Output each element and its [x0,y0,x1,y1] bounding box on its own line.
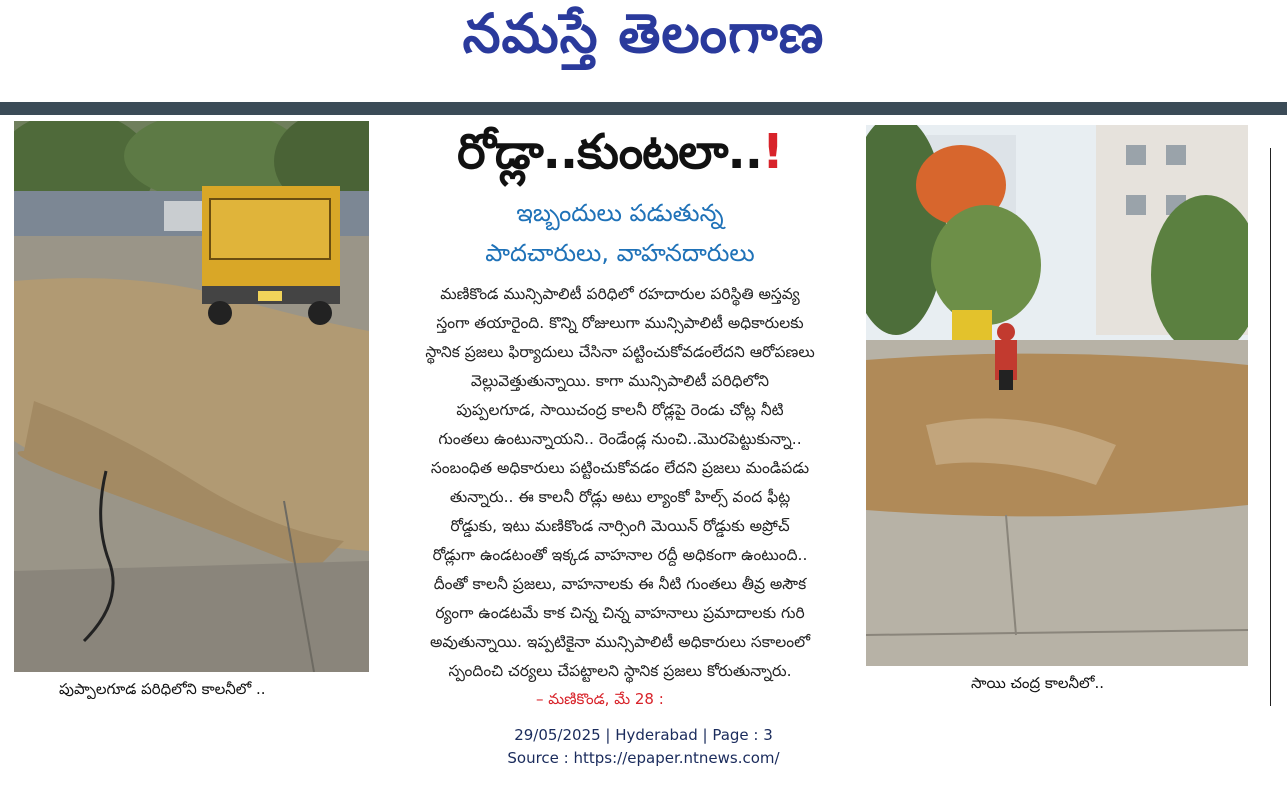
headline [380,124,860,192]
body-line: రోడ్డుకు, ఇటు మణికొండ నార్సింగి మెయిన్ రోడ్డుకు అప్రోచ్ [450,517,790,535]
page-edge-rule [1270,148,1271,706]
body-line: అవుతున్నాయి. ఇప్పటికైనా మున్సిపాలిటీ అధికారులు సకాలంలో [429,633,811,651]
article-body [383,280,857,686]
header-rule [0,102,1287,115]
headline-exclamation: ! [761,124,783,180]
dateline: – మణికొండ, మే 28 : [536,690,664,708]
body-line: స్పందించి చర్యలు చేపట్టాలని స్థానిక ప్రజలు కోరుతున్నారు. [448,662,792,680]
body-line: ర్యంగా ఉండటమే కాక చిన్న చిన్న వాహనాలు ప్రమాదాలకు గురి [435,604,805,622]
body-line: రోడ్లుగా ఉండటంతో ఇక్కడ వాహనాల రద్దీ అధికంగా ఉంటుంది.. [432,546,808,564]
newspaper-title: నమస్తే తెలంగాణ [462,2,825,65]
footer-edition-line: 29/05/2025 | Hyderabad | Page : 3 [514,726,773,744]
subhead-line-1: ఇబ్బందులు పడుతున్న [516,199,724,227]
left-photo-caption: పుప్పాలగూడ పరిధిలోని కాలనీలో .. [59,680,266,698]
footer-source-link[interactable]: Source : https://epaper.ntnews.com/ [507,749,780,767]
body-line: సంబంధిత అధికారులు పట్టించుకోవడం లేదని ప్రజలు మండిపడు [430,459,810,477]
body-line: స్తంగా తయారైంది. కొన్ని రోజులుగా మున్సిపాలిటీ అధికారులకు [436,314,804,332]
body-line: తున్నారు.. ఈ కాలనీ రోడ్లు అటు ల్యాంకో హిల్స్ వంద ఫీట్ల [449,488,791,506]
body-line: స్థానిక ప్రజలు ఫిర్యాదులు చేసినా పట్టించుకోవడంలేదని ఆరోపణలు [425,343,815,361]
photo-saichandra-colony-road [866,125,1248,666]
subhead-line-2: పాదచారులు, వాహనదారులు [485,239,755,267]
masthead [0,0,1287,100]
body-line: వెల్లువెత్తుతున్నాయి. కాగా మున్సిపాలిటీ పరిధిలోని [470,372,770,390]
right-photo-caption: సాయి చంద్ర కాలనీలో.. [971,674,1105,692]
headline-text: రోడ్లా..కుంటలా.. [457,124,762,180]
body-line: పుప్పలగూడ, సాయిచంద్ర కాలనీ రోడ్లపై రెండు చోట్ల నీటి [456,401,784,419]
photo-puppalaguda-road [14,121,369,672]
body-line: దీంతో కాలనీ ప్రజలు, వాహనాలకు ఈ నీటి గుంతలు తీవ్ర అసౌక [433,575,807,593]
body-line: గుంతలు ఉంటున్నాయని.. రెండేండ్ల నుంచి..మొరపెట్టుకున్నా.. [438,430,802,448]
body-line: మణికొండ మున్సిపాలిటీ పరిధిలో రహదారుల పరిస్థితి అస్తవ్య [440,285,800,303]
